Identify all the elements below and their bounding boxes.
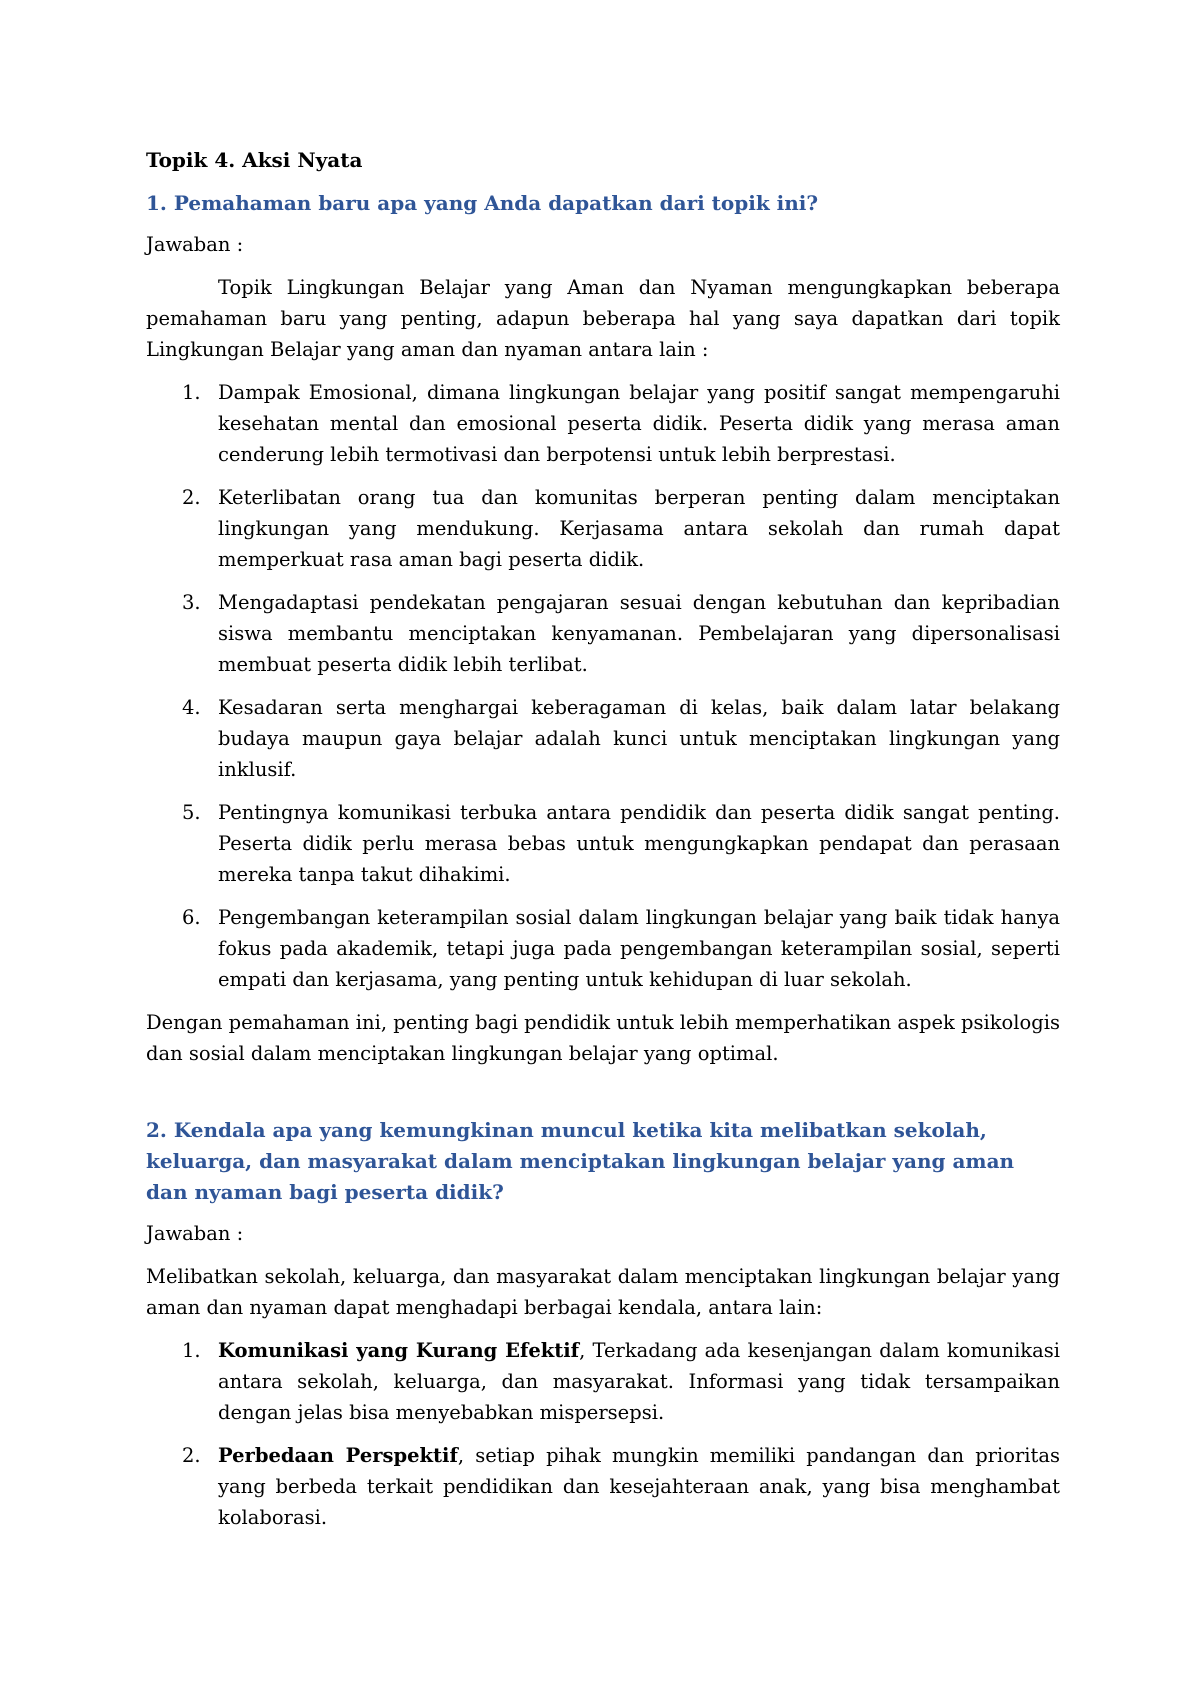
list-item-text: , Terkadang ada kesenjangan dalam komunikasi antara sekolah, keluarga, dan masyarakat. Informasi yang tidak tersampaikan dengan jelas bisa menyebabkan mispersepsi. bbox=[218, 1339, 1060, 1424]
list-item bbox=[146, 902, 1060, 995]
list-item bbox=[146, 482, 1060, 575]
list-item bbox=[146, 692, 1060, 785]
list-item-number: 6. bbox=[182, 906, 201, 929]
list-item-text: Dampak Emosional, dimana lingkungan belajar yang positif sangat mempengaruhi kesehatan mental dan emosional peserta didik. Peserta didik yang merasa aman cenderung lebih termotivasi dan berpotensi untuk lebih berprestasi. bbox=[218, 381, 1060, 466]
answer-label-1: Jawaban : bbox=[146, 233, 244, 256]
list-item bbox=[146, 1335, 1060, 1428]
document-page bbox=[146, 145, 1060, 1545]
list-item-number: 2. bbox=[182, 1444, 201, 1467]
list-item-number: 4. bbox=[182, 696, 201, 719]
list-item-number: 1. bbox=[182, 1339, 201, 1362]
list-item-number: 1. bbox=[182, 381, 201, 404]
list-item-term: Komunikasi yang Kurang Efektif bbox=[218, 1339, 580, 1362]
answer-label-2: Jawaban : bbox=[146, 1222, 244, 1245]
document-title: Topik 4. Aksi Nyata bbox=[146, 148, 363, 172]
list-item-text: , setiap pihak mungkin memiliki pandangan dan prioritas yang berbeda terkait pendidikan dan kesejahteraan anak, yang bisa menghambat kolaborasi. bbox=[218, 1444, 1061, 1529]
list-item-term: Perbedaan Perspektif bbox=[218, 1444, 458, 1467]
answer-1-list bbox=[146, 377, 1060, 995]
list-item-number: 3. bbox=[182, 591, 201, 614]
answer-2-intro: Melibatkan sekolah, keluarga, dan masyarakat dalam menciptakan lingkungan belajar yang aman dan nyaman dapat menghadapi berbagai kendala, antara lain: bbox=[146, 1265, 1060, 1319]
list-item-text: Pengembangan keterampilan sosial dalam lingkungan belajar yang baik tidak hanya fokus pada akademik, tetapi juga pada pengembangan keterampilan sosial, seperti empati dan kerjasama, yang penting untuk kehidupan di luar sekolah. bbox=[218, 906, 1060, 991]
answer-2-list bbox=[146, 1335, 1060, 1533]
list-item bbox=[146, 587, 1060, 680]
answer-1-intro: Topik Lingkungan Belajar yang Aman dan Nyaman mengungkapkan beberapa pemahaman baru yang penting, adapun beberapa hal yang saya dapatkan dari topik Lingkungan Belajar yang aman dan nyaman antara lain : bbox=[146, 276, 1060, 361]
question-1-heading: 1. Pemahaman baru apa yang Anda dapatkan dari topik ini? bbox=[146, 191, 819, 215]
list-item-text: Keterlibatan orang tua dan komunitas berperan penting dalam menciptakan lingkungan yang mendukung. Kerjasama antara sekolah dan rumah dapat memperkuat rasa aman bagi peserta didik. bbox=[218, 486, 1060, 571]
list-item bbox=[146, 1440, 1060, 1533]
list-item-number: 2. bbox=[182, 486, 201, 509]
question-2-heading: 2. Kendala apa yang kemungkinan muncul ketika kita melibatkan sekolah, keluarga, dan masyarakat dalam menciptakan lingkungan belajar yang aman dan nyaman bagi peserta didik? bbox=[146, 1118, 1015, 1204]
list-item bbox=[146, 797, 1060, 890]
list-item bbox=[146, 377, 1060, 470]
list-item-text: Mengadaptasi pendekatan pengajaran sesuai dengan kebutuhan dan kepribadian siswa membantu menciptakan kenyamanan. Pembelajaran yang dipersonalisasi membuat peserta didik lebih terlibat. bbox=[218, 591, 1060, 676]
list-item-number: 5. bbox=[182, 801, 201, 824]
list-item-text: Kesadaran serta menghargai keberagaman di kelas, baik dalam latar belakang budaya maupun gaya belajar adalah kunci untuk menciptakan lingkungan yang inklusif. bbox=[218, 696, 1060, 781]
list-item-text: Pentingnya komunikasi terbuka antara pendidik dan peserta didik sangat penting. Peserta didik perlu merasa bebas untuk mengungkapkan pendapat dan perasaan mereka tanpa takut dihakimi. bbox=[218, 801, 1060, 886]
answer-1-conclusion: Dengan pemahaman ini, penting bagi pendidik untuk lebih memperhatikan aspek psikologis dan sosial dalam menciptakan lingkungan belajar yang optimal. bbox=[146, 1011, 1060, 1065]
